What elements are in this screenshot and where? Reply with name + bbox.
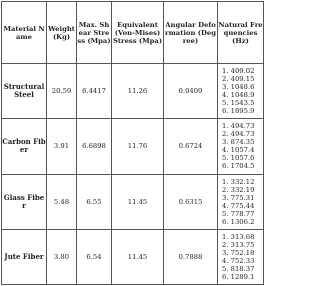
- equivalent-stress-cell: 11.76: [112, 119, 164, 174]
- shear-stress-cell: 6.6898: [77, 119, 112, 174]
- weight-cell: 20.59: [47, 64, 77, 119]
- frequency-item: 6. 1306.2: [222, 217, 255, 226]
- shear-stress-cell: 6.54: [77, 229, 112, 284]
- frequency-item: 5. 1057.6: [222, 154, 255, 163]
- frequency-item: 4. 1048.9: [222, 91, 255, 100]
- angular-deformation-cell: 0.6724: [164, 119, 218, 174]
- frequency-item: 2. 313.75: [222, 240, 255, 249]
- frequency-item: 1. 332.12: [222, 177, 255, 186]
- angular-deformation-cell: 0.6315: [164, 174, 218, 229]
- equivalent-stress-cell: 11.45: [112, 229, 164, 284]
- frequency-item: 3. 775.31: [222, 193, 255, 202]
- material-cell: Carbon Fiber: [2, 119, 47, 174]
- frequencies-cell: [218, 229, 264, 284]
- frequency-item: 1. 494.73: [222, 122, 255, 131]
- frequency-item: 4. 752.33: [222, 256, 255, 265]
- material-cell: Glass Fiber: [2, 174, 47, 229]
- table-header-row: [2, 2, 264, 64]
- frequency-list: [218, 122, 263, 170]
- equivalent-stress-cell: 11.26: [112, 64, 164, 119]
- table-row: [2, 174, 264, 229]
- header-natural-frequencies: Natural Frequencies (Hz): [218, 2, 264, 64]
- header-weight: Weight (Kg): [47, 2, 77, 64]
- header-max-shear-stress: Max. Shear Stress (Mpa): [77, 2, 112, 64]
- frequency-item: 3. 874.35: [222, 138, 255, 147]
- frequencies-cell: [218, 174, 264, 229]
- material-cell: Jute Fiber: [2, 229, 47, 284]
- header-angular-deformation: Angular Deformation (Degree): [164, 2, 218, 64]
- frequency-item: 1. 313.68: [222, 232, 255, 241]
- equivalent-stress-cell: 11.45: [112, 174, 164, 229]
- table-row: [2, 229, 264, 284]
- table-row: [2, 64, 264, 119]
- header-equivalent-stress: Equivalent (Von-Mises) Stress (Mpa): [112, 2, 164, 64]
- frequency-item: 4. 775.44: [222, 201, 255, 210]
- frequency-item: 6. 1895.9: [222, 107, 255, 116]
- frequency-list: [218, 233, 263, 281]
- frequency-item: 3. 752.18: [222, 248, 255, 257]
- frequency-list: [218, 67, 263, 115]
- frequency-item: 2. 409.15: [222, 75, 255, 84]
- frequency-item: 2. 332.19: [222, 185, 255, 194]
- frequency-item: 2. 494.73: [222, 130, 255, 139]
- material-properties-table: [1, 1, 264, 285]
- material-cell: Structural Steel: [2, 64, 47, 119]
- frequencies-cell: [218, 64, 264, 119]
- weight-cell: 5.48: [47, 174, 77, 229]
- frequency-item: 5. 778.77: [222, 209, 255, 218]
- frequency-item: 1. 409.02: [222, 67, 255, 76]
- weight-cell: 3.80: [47, 229, 77, 284]
- frequency-item: 3. 1048.6: [222, 83, 255, 92]
- frequency-item: 6. 1704.5: [222, 162, 255, 171]
- angular-deformation-cell: 0.0409: [164, 64, 218, 119]
- frequency-item: 4. 1057.4: [222, 146, 255, 155]
- shear-stress-cell: 6.4417: [77, 64, 112, 119]
- shear-stress-cell: 6.55: [77, 174, 112, 229]
- frequency-item: 5. 1543.5: [222, 99, 255, 108]
- angular-deformation-cell: 0.7888: [164, 229, 218, 284]
- table-row: [2, 119, 264, 174]
- frequency-item: 6. 1289.1: [222, 272, 255, 281]
- frequencies-cell: [218, 119, 264, 174]
- frequency-list: [218, 178, 263, 226]
- weight-cell: 3.91: [47, 119, 77, 174]
- frequency-item: 5. 818.37: [222, 264, 255, 273]
- header-material-name: Material Name: [2, 2, 47, 64]
